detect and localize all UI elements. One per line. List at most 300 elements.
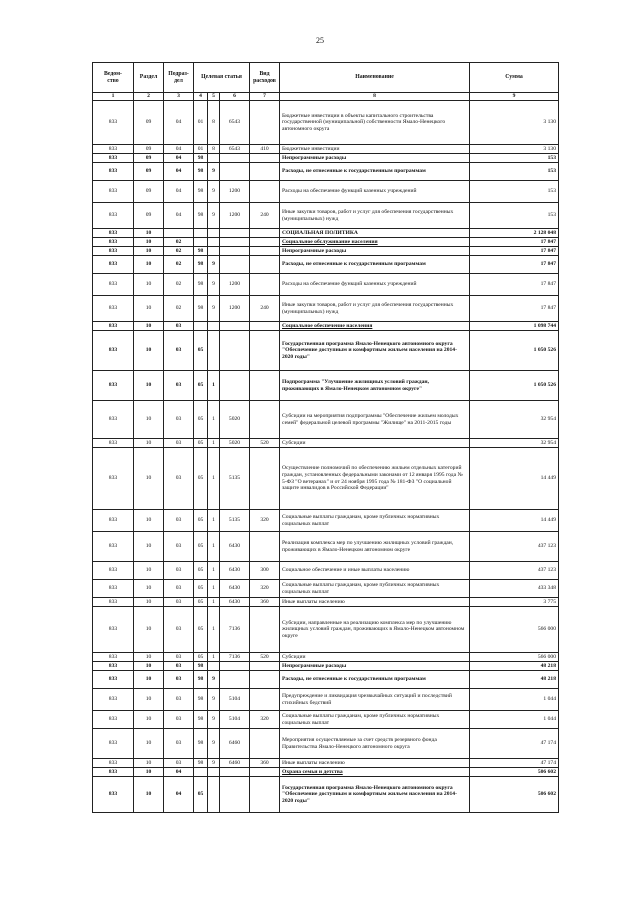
cell-subprogram (208, 777, 220, 813)
cell-sum: 48 218 (470, 671, 559, 689)
cell-name: Иные закупки товаров, работ и услуг для обеспечения государственных (муниципальных) нужд (280, 203, 470, 229)
cell-subsection: 03 (164, 759, 194, 768)
cell-section: 10 (134, 401, 164, 439)
cell-article (220, 777, 250, 813)
cell-program: 98 (194, 247, 208, 256)
cell-department: 833 (93, 768, 134, 777)
cell-program: 05 (194, 598, 208, 607)
table-row (93, 203, 559, 229)
cell-program: 98 (194, 274, 208, 296)
cell-section: 10 (134, 759, 164, 768)
cell-name: Государственная программа Ямало-Ненецкого автономного округа "Обеспечение доступным и комфортным жильем населения на 2014-2020 годы" (280, 777, 470, 813)
cell-program: 98 (194, 163, 208, 181)
cell-expense-type (250, 689, 280, 711)
cell-subsection: 03 (164, 671, 194, 689)
cell-subsection: 03 (164, 729, 194, 759)
cell-sum: 3 775 (470, 598, 559, 607)
cell-subprogram (208, 331, 220, 371)
cell-sum: 153 (470, 154, 559, 163)
cell-section: 10 (134, 689, 164, 711)
cell-section: 09 (134, 154, 164, 163)
cell-sum: 437 123 (470, 532, 559, 562)
cell-subprogram: 1 (208, 580, 220, 598)
cell-subprogram: 1 (208, 607, 220, 653)
cell-expense-type: 320 (250, 711, 280, 729)
cell-expense-type (250, 401, 280, 439)
cell-section: 09 (134, 163, 164, 181)
cell-section: 10 (134, 562, 164, 580)
cell-department: 833 (93, 163, 134, 181)
cell-expense-type: 240 (250, 296, 280, 322)
cell-sum: 1 044 (470, 711, 559, 729)
header-row (93, 63, 559, 93)
cell-name: Бюджетные инвестиции (280, 145, 470, 154)
cell-program: 98 (194, 759, 208, 768)
cell-subsection: 03 (164, 598, 194, 607)
cell-department: 833 (93, 653, 134, 662)
header-target-article: Целевая статья (194, 63, 250, 93)
cell-sum: 1 050 526 (470, 371, 559, 401)
column-number: 4 (194, 93, 208, 101)
cell-name: Непрограммные расходы (280, 662, 470, 671)
table-row (93, 371, 559, 401)
table-row (93, 671, 559, 689)
cell-article (220, 229, 250, 238)
cell-subsection: 04 (164, 203, 194, 229)
cell-subsection: 02 (164, 247, 194, 256)
cell-sum: 14 449 (470, 510, 559, 532)
cell-section: 10 (134, 510, 164, 532)
cell-expense-type (250, 256, 280, 274)
cell-name: Социальные выплаты гражданам, кроме публичных нормативных социальных выплат (280, 711, 470, 729)
cell-department: 833 (93, 532, 134, 562)
table-row (93, 145, 559, 154)
cell-expense-type (250, 181, 280, 203)
cell-sum: 153 (470, 163, 559, 181)
cell-section: 10 (134, 662, 164, 671)
cell-article: 5135 (220, 448, 250, 510)
table-row (93, 181, 559, 203)
cell-sum: 3 130 (470, 101, 559, 145)
cell-program: 05 (194, 580, 208, 598)
cell-article (220, 247, 250, 256)
cell-subsection: 03 (164, 689, 194, 711)
column-number: 6 (220, 93, 250, 101)
cell-name: Расходы, не отнесенные к государственным программам (280, 256, 470, 274)
cell-expense-type: 360 (250, 759, 280, 768)
cell-subprogram: 1 (208, 371, 220, 401)
cell-section: 10 (134, 331, 164, 371)
cell-sum: 17 847 (470, 296, 559, 322)
table-row (93, 689, 559, 711)
cell-article (220, 322, 250, 331)
cell-department: 833 (93, 256, 134, 274)
table-row (93, 322, 559, 331)
cell-program: 05 (194, 371, 208, 401)
cell-sum: 566 000 (470, 653, 559, 662)
cell-section: 09 (134, 101, 164, 145)
cell-name: Предупреждение и ликвидация чрезвычайных ситуаций и последствий стихийных бедствий (280, 689, 470, 711)
table-row (93, 154, 559, 163)
cell-name: Социальное обеспечение и иные выплаты населению (280, 562, 470, 580)
cell-subprogram: 9 (208, 296, 220, 322)
cell-name: Реализация комплекса мер по улучшению жилищных условий граждан, проживающих в Ямало-Ненецком автономном округе (280, 532, 470, 562)
cell-subsection: 02 (164, 256, 194, 274)
table-row (93, 163, 559, 181)
cell-sum: 1 098 744 (470, 322, 559, 331)
cell-department: 833 (93, 562, 134, 580)
cell-expense-type (250, 607, 280, 653)
cell-sum: 17 847 (470, 256, 559, 274)
cell-article: 7136 (220, 607, 250, 653)
cell-subprogram: 9 (208, 181, 220, 203)
cell-article (220, 238, 250, 247)
cell-article: 6430 (220, 580, 250, 598)
cell-department: 833 (93, 777, 134, 813)
cell-name: Расходы, не отнесенные к государственным программам (280, 163, 470, 181)
cell-department: 833 (93, 145, 134, 154)
cell-sum: 1 044 (470, 689, 559, 711)
cell-sum: 1 050 526 (470, 331, 559, 371)
cell-expense-type (250, 777, 280, 813)
cell-sum: 17 847 (470, 274, 559, 296)
cell-subprogram: 1 (208, 401, 220, 439)
cell-subsection: 03 (164, 510, 194, 532)
cell-expense-type: 360 (250, 598, 280, 607)
cell-department: 833 (93, 598, 134, 607)
cell-sum: 153 (470, 181, 559, 203)
table-row (93, 653, 559, 662)
table-row (93, 711, 559, 729)
cell-section: 10 (134, 607, 164, 653)
cell-name: Расходы на обеспечение функций казенных учреждений (280, 181, 470, 203)
cell-article: 6430 (220, 562, 250, 580)
cell-sum: 153 (470, 203, 559, 229)
cell-name: Непрограммные расходы (280, 154, 470, 163)
cell-expense-type (250, 729, 280, 759)
table-row (93, 401, 559, 439)
cell-subsection: 03 (164, 562, 194, 580)
table-row (93, 238, 559, 247)
cell-sum: 506 602 (470, 768, 559, 777)
column-number: 9 (470, 93, 559, 101)
cell-subsection: 04 (164, 163, 194, 181)
column-number: 1 (93, 93, 134, 101)
cell-sum: 48 218 (470, 662, 559, 671)
cell-program: 05 (194, 532, 208, 562)
cell-subprogram: 1 (208, 653, 220, 662)
cell-department: 833 (93, 510, 134, 532)
cell-article: 7136 (220, 653, 250, 662)
cell-article: 6430 (220, 598, 250, 607)
cell-subsection (164, 229, 194, 238)
cell-subprogram (208, 247, 220, 256)
cell-expense-type (250, 247, 280, 256)
cell-subprogram: 9 (208, 729, 220, 759)
column-number-row (93, 93, 559, 101)
cell-program: 98 (194, 662, 208, 671)
cell-name: Иные выплаты населению (280, 598, 470, 607)
cell-program: 05 (194, 510, 208, 532)
header-section: Раздел (134, 63, 164, 93)
cell-department: 833 (93, 181, 134, 203)
cell-department: 833 (93, 154, 134, 163)
cell-expense-type: 320 (250, 580, 280, 598)
cell-subsection: 04 (164, 181, 194, 203)
cell-sum: 437 123 (470, 562, 559, 580)
cell-section: 10 (134, 247, 164, 256)
cell-department: 833 (93, 607, 134, 653)
cell-expense-type: 520 (250, 439, 280, 448)
table-row (93, 247, 559, 256)
cell-section: 09 (134, 145, 164, 154)
budget-table (92, 62, 559, 813)
cell-article: 5104 (220, 689, 250, 711)
cell-department: 833 (93, 671, 134, 689)
table-row (93, 448, 559, 510)
cell-expense-type (250, 331, 280, 371)
cell-article: 1200 (220, 203, 250, 229)
cell-subprogram: 9 (208, 759, 220, 768)
cell-expense-type (250, 532, 280, 562)
table-row (93, 101, 559, 145)
cell-sum: 32 954 (470, 439, 559, 448)
cell-expense-type (250, 371, 280, 401)
cell-section: 10 (134, 777, 164, 813)
cell-department: 833 (93, 759, 134, 768)
cell-article: 6460 (220, 759, 250, 768)
cell-subprogram: 9 (208, 274, 220, 296)
cell-article (220, 671, 250, 689)
cell-name: Субсидии (280, 653, 470, 662)
cell-subsection: 03 (164, 331, 194, 371)
cell-article: 1200 (220, 296, 250, 322)
cell-program: 98 (194, 296, 208, 322)
cell-section: 10 (134, 274, 164, 296)
cell-program: 98 (194, 203, 208, 229)
table-row (93, 729, 559, 759)
cell-section: 10 (134, 238, 164, 247)
cell-subprogram (208, 229, 220, 238)
cell-expense-type (250, 274, 280, 296)
cell-expense-type (250, 154, 280, 163)
cell-subsection: 03 (164, 439, 194, 448)
cell-subsection: 03 (164, 401, 194, 439)
cell-program: 98 (194, 711, 208, 729)
cell-article: 1200 (220, 181, 250, 203)
cell-name: Иные закупки товаров, работ и услуг для обеспечения государственных (муниципальных) нужд (280, 296, 470, 322)
cell-department: 833 (93, 662, 134, 671)
cell-department: 833 (93, 296, 134, 322)
cell-section: 10 (134, 671, 164, 689)
cell-subsection: 03 (164, 532, 194, 562)
cell-subprogram: 1 (208, 598, 220, 607)
cell-name: Расходы, не отнесенные к государственным программам (280, 671, 470, 689)
cell-program: 98 (194, 689, 208, 711)
cell-sum: 506 602 (470, 777, 559, 813)
cell-name: Расходы на обеспечение функций казенных учреждений (280, 274, 470, 296)
cell-name: Субсидии (280, 439, 470, 448)
cell-name: Социальное обеспечение населения (280, 322, 470, 331)
cell-sum: 14 449 (470, 448, 559, 510)
table-row (93, 532, 559, 562)
cell-department: 833 (93, 322, 134, 331)
cell-program: 98 (194, 181, 208, 203)
cell-expense-type (250, 322, 280, 331)
cell-article: 6430 (220, 532, 250, 562)
cell-department: 833 (93, 689, 134, 711)
cell-name: СОЦИАЛЬНАЯ ПОЛИТИКА (280, 229, 470, 238)
table-row (93, 580, 559, 598)
cell-subprogram (208, 768, 220, 777)
column-number: 2 (134, 93, 164, 101)
cell-article (220, 331, 250, 371)
column-number: 7 (250, 93, 280, 101)
table-row (93, 759, 559, 768)
cell-program: 01 (194, 101, 208, 145)
cell-article: 5104 (220, 711, 250, 729)
cell-program: 98 (194, 729, 208, 759)
column-number: 5 (208, 93, 220, 101)
cell-subprogram: 1 (208, 448, 220, 510)
cell-program (194, 229, 208, 238)
cell-name: Социальные выплаты гражданам, кроме публичных нормативных социальных выплат (280, 510, 470, 532)
cell-subprogram: 9 (208, 163, 220, 181)
cell-section: 10 (134, 532, 164, 562)
cell-expense-type: 410 (250, 145, 280, 154)
cell-section: 10 (134, 322, 164, 331)
cell-name: Бюджетные инвестиции в объекты капитального строительства государственной (муниципальной) собственности Ямало-Ненецкого автономного округа (280, 101, 470, 145)
table-row (93, 439, 559, 448)
table-row (93, 229, 559, 238)
cell-article (220, 768, 250, 777)
cell-program: 05 (194, 401, 208, 439)
cell-subsection: 02 (164, 296, 194, 322)
cell-subprogram (208, 238, 220, 247)
cell-department: 833 (93, 101, 134, 145)
cell-subprogram: 1 (208, 562, 220, 580)
cell-subsection: 02 (164, 274, 194, 296)
cell-section: 10 (134, 711, 164, 729)
cell-expense-type: 300 (250, 562, 280, 580)
cell-section: 10 (134, 580, 164, 598)
cell-program: 98 (194, 671, 208, 689)
cell-sum: 3 130 (470, 145, 559, 154)
cell-name: Осуществление полномочий по обеспечению жильем отдельных категорий граждан, установленных федеральными законами от 12 января 1995 года № 5-ФЗ "О ветеранах" и от 24 ноября 1995 года № 181-ФЗ "О социальной защите инвалидов в Российской Федерации" (280, 448, 470, 510)
cell-subsection: 03 (164, 653, 194, 662)
cell-program: 05 (194, 607, 208, 653)
cell-expense-type: 320 (250, 510, 280, 532)
cell-section: 10 (134, 439, 164, 448)
cell-expense-type (250, 163, 280, 181)
cell-program: 05 (194, 331, 208, 371)
cell-section: 09 (134, 181, 164, 203)
cell-article (220, 154, 250, 163)
cell-sum: 17 847 (470, 247, 559, 256)
column-number: 3 (164, 93, 194, 101)
cell-subprogram: 9 (208, 671, 220, 689)
cell-section: 10 (134, 256, 164, 274)
cell-section: 09 (134, 203, 164, 229)
cell-subprogram: 9 (208, 256, 220, 274)
cell-department: 833 (93, 729, 134, 759)
cell-department: 833 (93, 401, 134, 439)
cell-department: 833 (93, 448, 134, 510)
cell-section: 10 (134, 229, 164, 238)
cell-subsection: 03 (164, 580, 194, 598)
header-expense-type: Вид расходов (250, 63, 280, 93)
cell-subprogram: 8 (208, 101, 220, 145)
cell-expense-type (250, 101, 280, 145)
table-body (93, 101, 559, 813)
cell-subsection: 03 (164, 607, 194, 653)
header-subsection: Подраз- дел (164, 63, 194, 93)
cell-section: 10 (134, 448, 164, 510)
cell-sum: 47 174 (470, 759, 559, 768)
cell-department: 833 (93, 203, 134, 229)
cell-department: 833 (93, 439, 134, 448)
cell-department: 833 (93, 371, 134, 401)
cell-subprogram: 1 (208, 532, 220, 562)
cell-article (220, 662, 250, 671)
table-row (93, 296, 559, 322)
cell-department: 833 (93, 331, 134, 371)
cell-program: 05 (194, 653, 208, 662)
cell-program: 98 (194, 154, 208, 163)
table-row (93, 331, 559, 371)
cell-subsection: 04 (164, 101, 194, 145)
cell-program: 05 (194, 777, 208, 813)
header-name: Наименование (280, 63, 470, 93)
cell-article (220, 371, 250, 401)
cell-section: 10 (134, 768, 164, 777)
cell-subsection: 03 (164, 322, 194, 331)
cell-name: Иные выплаты населению (280, 759, 470, 768)
cell-name: Мероприятия осуществляемые за счет средств резервного фонда Правительства Ямало-Ненецкого автономного округа (280, 729, 470, 759)
cell-subprogram: 1 (208, 510, 220, 532)
cell-article: 6543 (220, 145, 250, 154)
cell-expense-type: 520 (250, 653, 280, 662)
cell-name: Государственная программа Ямало-Ненецкого автономного округа "Обеспечение доступным и комфортным жильем населения на 2014-2020 годы" (280, 331, 470, 371)
cell-subprogram: 8 (208, 145, 220, 154)
table-row (93, 607, 559, 653)
cell-program: 05 (194, 448, 208, 510)
cell-subsection: 04 (164, 777, 194, 813)
cell-subsection: 03 (164, 371, 194, 401)
cell-subprogram: 9 (208, 689, 220, 711)
cell-name: Социальное обслуживание населения (280, 238, 470, 247)
table-row (93, 562, 559, 580)
header-sum: Сумма (470, 63, 559, 93)
cell-department: 833 (93, 580, 134, 598)
cell-name: Субсидии, направленные на реализацию комплекса мер по улучшению жилищных условий граждан, проживающих в Ямало-Ненецком автономном округе (280, 607, 470, 653)
cell-subprogram: 9 (208, 711, 220, 729)
cell-sum: 566 000 (470, 607, 559, 653)
cell-sum: 433 348 (470, 580, 559, 598)
cell-subsection: 04 (164, 154, 194, 163)
cell-program: 05 (194, 439, 208, 448)
table-row (93, 510, 559, 532)
cell-sum: 2 128 048 (470, 229, 559, 238)
cell-article (220, 256, 250, 274)
table-row (93, 274, 559, 296)
cell-article: 5020 (220, 401, 250, 439)
header-department: Ведом- ство (93, 63, 134, 93)
cell-section: 10 (134, 296, 164, 322)
cell-sum: 32 954 (470, 401, 559, 439)
cell-expense-type (250, 229, 280, 238)
cell-section: 10 (134, 598, 164, 607)
